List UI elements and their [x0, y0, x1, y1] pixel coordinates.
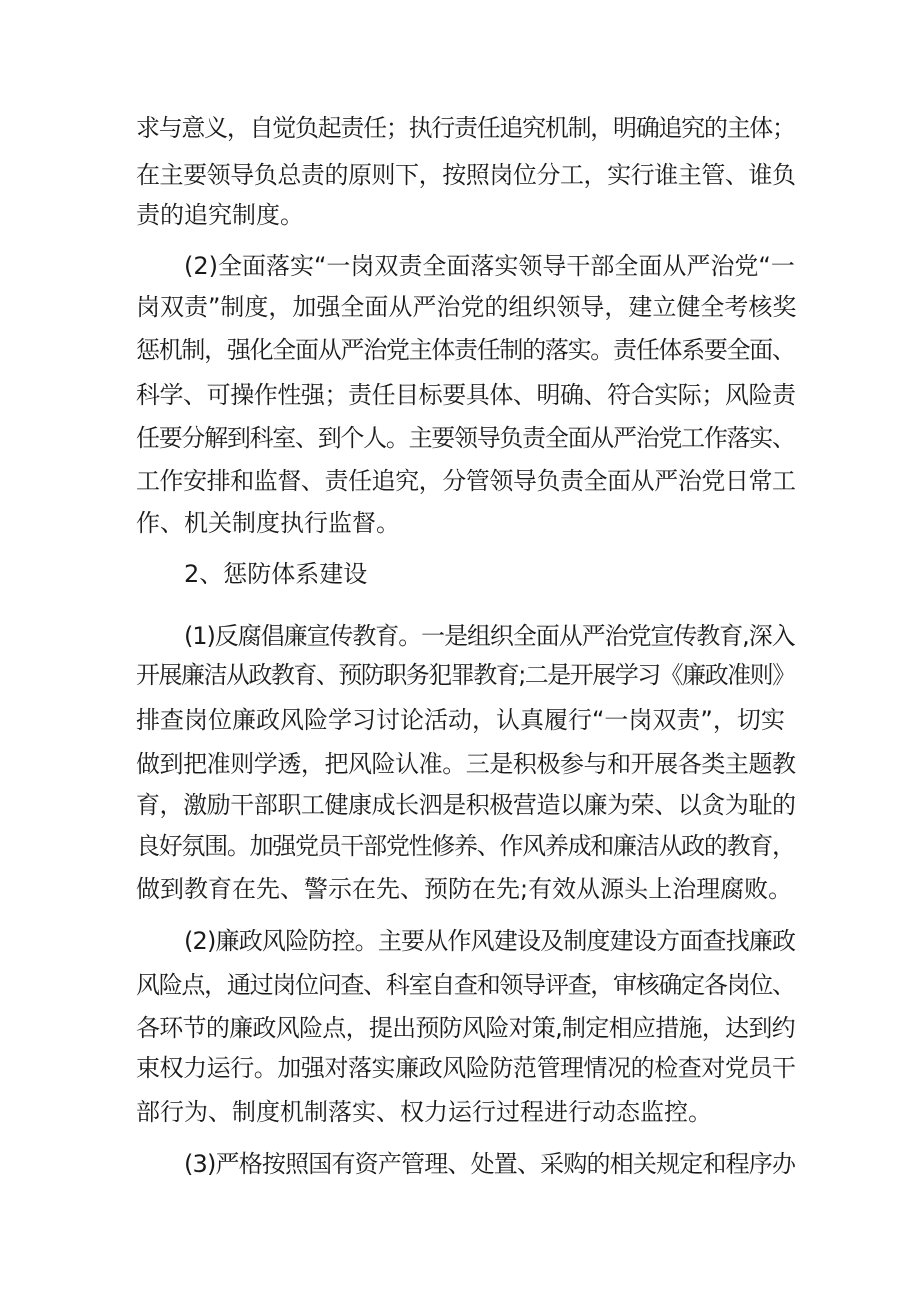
section-heading: 2、惩防体系建设 [184, 560, 368, 588]
text-line: 作、机关制度执行监督。 [136, 509, 400, 537]
text-line: 在主要领导负总责的原则下，按照岗位分工，实行谁主管、谁负 [136, 161, 796, 189]
text-line: (2)全面落实“一岗双责全面落实领导干部全面从严治党“一 [184, 252, 795, 280]
text-line: 科学、可操作性强；责任目标要具体、明确、符合实际；风险责 [136, 381, 796, 409]
text-line: (3)严格按照国有资产管理、处置、采购的相关规定和程序办 [184, 1150, 796, 1178]
text-line: 排查岗位廉政风险学习讨论活动，认真履行“一岗双责”，切实 [136, 706, 785, 734]
text-line: 求与意义，自觉负起责任；执行责任追究机制，明确追究的主体； [136, 114, 795, 142]
text-line: 做到教育在先、警示在先、预防在先;有效从源头上治理腐败。 [136, 875, 793, 903]
text-line: 育，激励干部职工健康成长泗是积极营造以廉为荣、以贪为耻的 [136, 791, 796, 819]
text-line: 岗双责”制度，加强全面从严治党的组织领导，建立健全考核奖 [136, 293, 796, 321]
text-line: 开展廉洁从政教育、预防职务犯罪教育;二是开展学习《廉政准则》 [136, 661, 795, 689]
text-line: 任要分解到科室、到个人。主要领导负责全面从严治党工作落实、 [136, 424, 795, 452]
text-line: 束权力运行。加强对落实廉政风险防范管理情况的检查对党员干 [136, 1054, 796, 1082]
text-line: (2)廉政风险防控。主要从作风建设及制度建设方面查找廉政 [184, 927, 796, 955]
text-line: 做到把准则学透，把风险认准。三是积极参与和开展各类主题教 [136, 750, 796, 778]
text-line: 工作安排和监督、责任追究，分管领导负责全面从严治党日常工 [136, 467, 796, 495]
text-line: 良好氛围。加强党员干部党性修养、作风养成和廉洁从政的教育， [136, 832, 795, 860]
text-line: 部行为、制度机制落实、权力运行过程进行动态监控。 [136, 1098, 712, 1126]
text-line: 风险点，通过岗位问查、科室自查和领导评查，审核确定各岗位、 [136, 971, 795, 999]
text-line: 责的追究制度。 [136, 201, 304, 229]
text-line: 各环节的廉政风险点，提出预防风险对策,制定相应措施，达到约 [136, 1014, 795, 1042]
text-line: (1)反腐倡廉宣传教育。一是组织全面从严治党宣传教育,深入 [184, 622, 795, 650]
text-line: 惩机制，强化全面从严治党主体责任制的落实。责任体系要全面、 [136, 336, 795, 364]
